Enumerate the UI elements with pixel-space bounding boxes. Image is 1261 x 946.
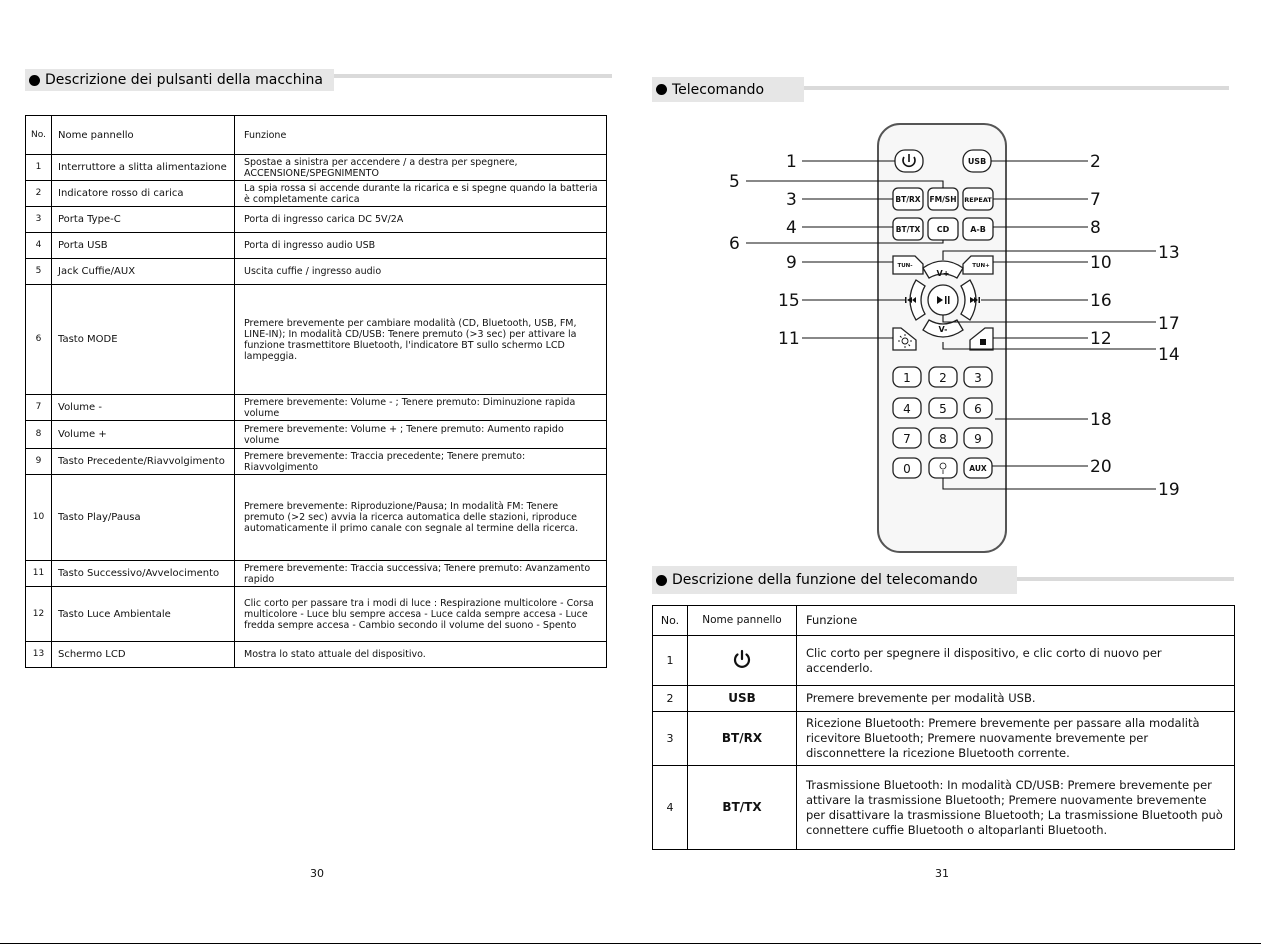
digit-5: 5 (939, 402, 947, 416)
table-row (26, 587, 607, 642)
table-row (26, 421, 607, 449)
header-name: Nome pannello (688, 606, 797, 636)
callout-11: 11 (778, 329, 800, 349)
row-function: Premere brevemente: Traccia successiva; Tenere premuto: Avanzamento rapido (235, 561, 607, 587)
callout-5: 5 (729, 172, 740, 192)
section-rule (1017, 577, 1234, 581)
header-no: No. (653, 606, 688, 636)
left-section-title-box (25, 69, 334, 91)
row-name: Tasto Play/Pausa (52, 475, 235, 561)
row-function: Spostae a sinistra per accendere / a destra per spegnere, ACCENSIONE/SPEGNIMENTO (235, 155, 607, 181)
digit-4: 4 (903, 402, 911, 416)
row-no: 8 (26, 421, 52, 449)
row-name: Tasto Precedente/Riavvolgimento (52, 449, 235, 475)
row-name: Tasto Successivo/Avvelocimento (52, 561, 235, 587)
row-function: Porta di ingresso carica DC 5V/2A (235, 207, 607, 233)
header-name: Nome pannello (52, 116, 235, 155)
remote-diagram (700, 120, 1200, 560)
callout-3: 3 (786, 190, 797, 210)
row-function: Premere brevemente: Traccia precedente; Tenere premuto: Riavvolgimento (235, 449, 607, 475)
row-no: 3 (653, 712, 688, 766)
vol-plus-label: V+ (936, 269, 950, 278)
callout-17: 17 (1158, 314, 1180, 334)
table-row (26, 181, 607, 207)
callout-16: 16 (1090, 291, 1112, 311)
callout-4: 4 (786, 218, 797, 238)
header-function: Funzione (235, 116, 607, 155)
power-icon (732, 649, 752, 669)
table-row (653, 636, 1235, 686)
row-name: Schermo LCD (52, 642, 235, 668)
remote-function-table (652, 605, 1235, 850)
row-no: 10 (26, 475, 52, 561)
row-name: Tasto MODE (52, 285, 235, 395)
row-no: 11 (26, 561, 52, 587)
row-name: Indicatore rosso di carica (52, 181, 235, 207)
callout-20: 20 (1090, 457, 1112, 477)
row-name: Jack Cuffie/AUX (52, 259, 235, 285)
sleep-key (929, 458, 957, 478)
bottom-rule (0, 943, 1261, 944)
row-no: 1 (26, 155, 52, 181)
table-row (26, 475, 607, 561)
bttx-key-label: BT/TX (895, 225, 921, 234)
row-no: 7 (26, 395, 52, 421)
ab-key-label: A-B (970, 225, 986, 234)
row-name: Volume - (52, 395, 235, 421)
table-header-row (26, 116, 607, 155)
table-row (26, 259, 607, 285)
bullet-icon (656, 84, 667, 95)
callout-12: 12 (1090, 329, 1112, 349)
left-section-title: Descrizione dei pulsanti della macchina (45, 72, 323, 88)
table-row (653, 712, 1235, 766)
usb-key-label: USB (967, 157, 987, 166)
digit-3: 3 (974, 371, 982, 385)
table-row (26, 285, 607, 395)
row-function: Uscita cuffie / ingresso audio (235, 259, 607, 285)
repeat-key-label: REPEAT (964, 196, 992, 204)
callout-2: 2 (1090, 152, 1101, 172)
digit-2: 2 (939, 371, 947, 385)
function-section-header (652, 566, 1234, 588)
callout-13: 13 (1158, 243, 1180, 263)
digit-0: 0 (903, 462, 911, 476)
callout-6: 6 (729, 234, 740, 254)
row-no: 9 (26, 449, 52, 475)
cd-key-label: CD (936, 225, 950, 234)
machine-buttons-table (25, 115, 607, 668)
header-no: No. (26, 116, 52, 155)
digit-9: 9 (974, 432, 982, 446)
fmsh-key-label: FM/SH (929, 195, 957, 204)
bullet-icon (656, 575, 667, 586)
row-function: Premere brevemente per cambiare modalità (CD, Bluetooth, USB, FM, LINE-IN); In modalità CD/USB: Tenere premuto (>3 sec) per attivare la funzione trasmettitore Bluetooth, l'indicatore BT sullo schermo LCD lampeggia. (235, 285, 607, 395)
row-name: Porta Type-C (52, 207, 235, 233)
row-function: Premere brevemente: Volume - ; Tenere premuto: Diminuzione rapida volume (235, 395, 607, 421)
aux-key-label: AUX (969, 464, 987, 473)
left-section-header (25, 69, 612, 91)
row-function: Premere brevemente: Volume + ; Tenere premuto: Aumento rapido volume (235, 421, 607, 449)
row-symbol: BT/RX (688, 712, 797, 766)
table-row (26, 642, 607, 668)
btrx-key-label: BT/RX (895, 195, 921, 204)
row-symbol: USB (688, 686, 797, 712)
row-no: 2 (26, 181, 52, 207)
callout-14: 14 (1158, 345, 1180, 365)
table-row (653, 686, 1235, 712)
table-row (653, 766, 1235, 850)
row-function: Premere brevemente: Riproduzione/Pausa; In modalità FM: Tenere premuto (>2 sec) avvia la ricerca automatica delle stazioni, riproduce automaticamente il primo canale con segnale al termine della ricerca. (235, 475, 607, 561)
callout-7: 7 (1090, 190, 1101, 210)
row-no: 2 (653, 686, 688, 712)
digit-6: 6 (974, 402, 982, 416)
digit-7: 7 (903, 432, 911, 446)
row-function: Ricezione Bluetooth: Premere brevemente per passare alla modalità ricevitore Bluetooth; Premere nuovamente brevemente per disconnettere la ricezione Bluetooth corrente. (797, 712, 1235, 766)
row-function: La spia rossa si accende durante la ricarica e si spegne quando la batteria è completamente carica (235, 181, 607, 207)
callout-8: 8 (1090, 218, 1101, 238)
table-header-row (653, 606, 1235, 636)
table-row (26, 155, 607, 181)
digit-8: 8 (939, 432, 947, 446)
header-function: Funzione (797, 606, 1235, 636)
callout-19: 19 (1158, 480, 1180, 500)
table-row (26, 207, 607, 233)
callout-18: 18 (1090, 410, 1112, 430)
tun-minus-label: TUN- (897, 263, 913, 269)
row-no: 4 (26, 233, 52, 259)
row-no: 5 (26, 259, 52, 285)
row-no: 3 (26, 207, 52, 233)
stop-icon (980, 339, 986, 345)
row-no: 12 (26, 587, 52, 642)
row-name: Volume + (52, 421, 235, 449)
row-name: Tasto Luce Ambientale (52, 587, 235, 642)
section-rule (804, 86, 1229, 90)
page-number-left: 30 (310, 867, 324, 880)
callout-1: 1 (786, 152, 797, 172)
row-symbol (688, 636, 797, 686)
digit-1: 1 (903, 371, 911, 385)
remote-section-header (652, 77, 1229, 99)
remote-section-title-box (652, 77, 804, 102)
callout-15: 15 (778, 291, 800, 311)
row-function: Premere brevemente per modalità USB. (797, 686, 1235, 712)
row-no: 6 (26, 285, 52, 395)
vol-minus-label: V- (938, 325, 948, 334)
table-row (26, 449, 607, 475)
row-function: Mostra lo stato attuale del dispositivo. (235, 642, 607, 668)
table-row (26, 561, 607, 587)
row-function: Clic corto per passare tra i modi di luce : Respirazione multicolore - Corsa multicolore - Luce blu sempre accesa - Luce calda sempre accesa - Luce fredda sempre accesa - Cambio secondo il volume del suono - Spento (235, 587, 607, 642)
page-number-right: 31 (935, 867, 949, 880)
row-no: 13 (26, 642, 52, 668)
row-function: Clic corto per spegnere il dispositivo, e clic corto di nuovo per accenderlo. (797, 636, 1235, 686)
callout-10: 10 (1090, 253, 1112, 273)
row-name: Interruttore a slitta alimentazione (52, 155, 235, 181)
function-section-title-box (652, 566, 1017, 594)
row-no: 4 (653, 766, 688, 850)
bullet-icon (29, 75, 40, 86)
row-no: 1 (653, 636, 688, 686)
table-row (26, 395, 607, 421)
function-section-title: Descrizione della funzione del telecomando (672, 572, 978, 588)
remote-section-title: Telecomando (672, 81, 765, 98)
row-function: Trasmissione Bluetooth: In modalità CD/USB: Premere brevemente per attivare la trasmissione Bluetooth; Premere nuovamente brevemente per disattivare la trasmissione Bluetooth; La trasmissione Bluetooth può connettere cuffie Bluetooth o altoparlanti Bluetooth. (797, 766, 1235, 850)
callout-9: 9 (786, 253, 797, 273)
row-function: Porta di ingresso audio USB (235, 233, 607, 259)
tun-plus-label: TUN+ (972, 263, 990, 269)
row-name: Porta USB (52, 233, 235, 259)
section-rule (334, 74, 612, 78)
table-row (26, 233, 607, 259)
row-symbol: BT/TX (688, 766, 797, 850)
